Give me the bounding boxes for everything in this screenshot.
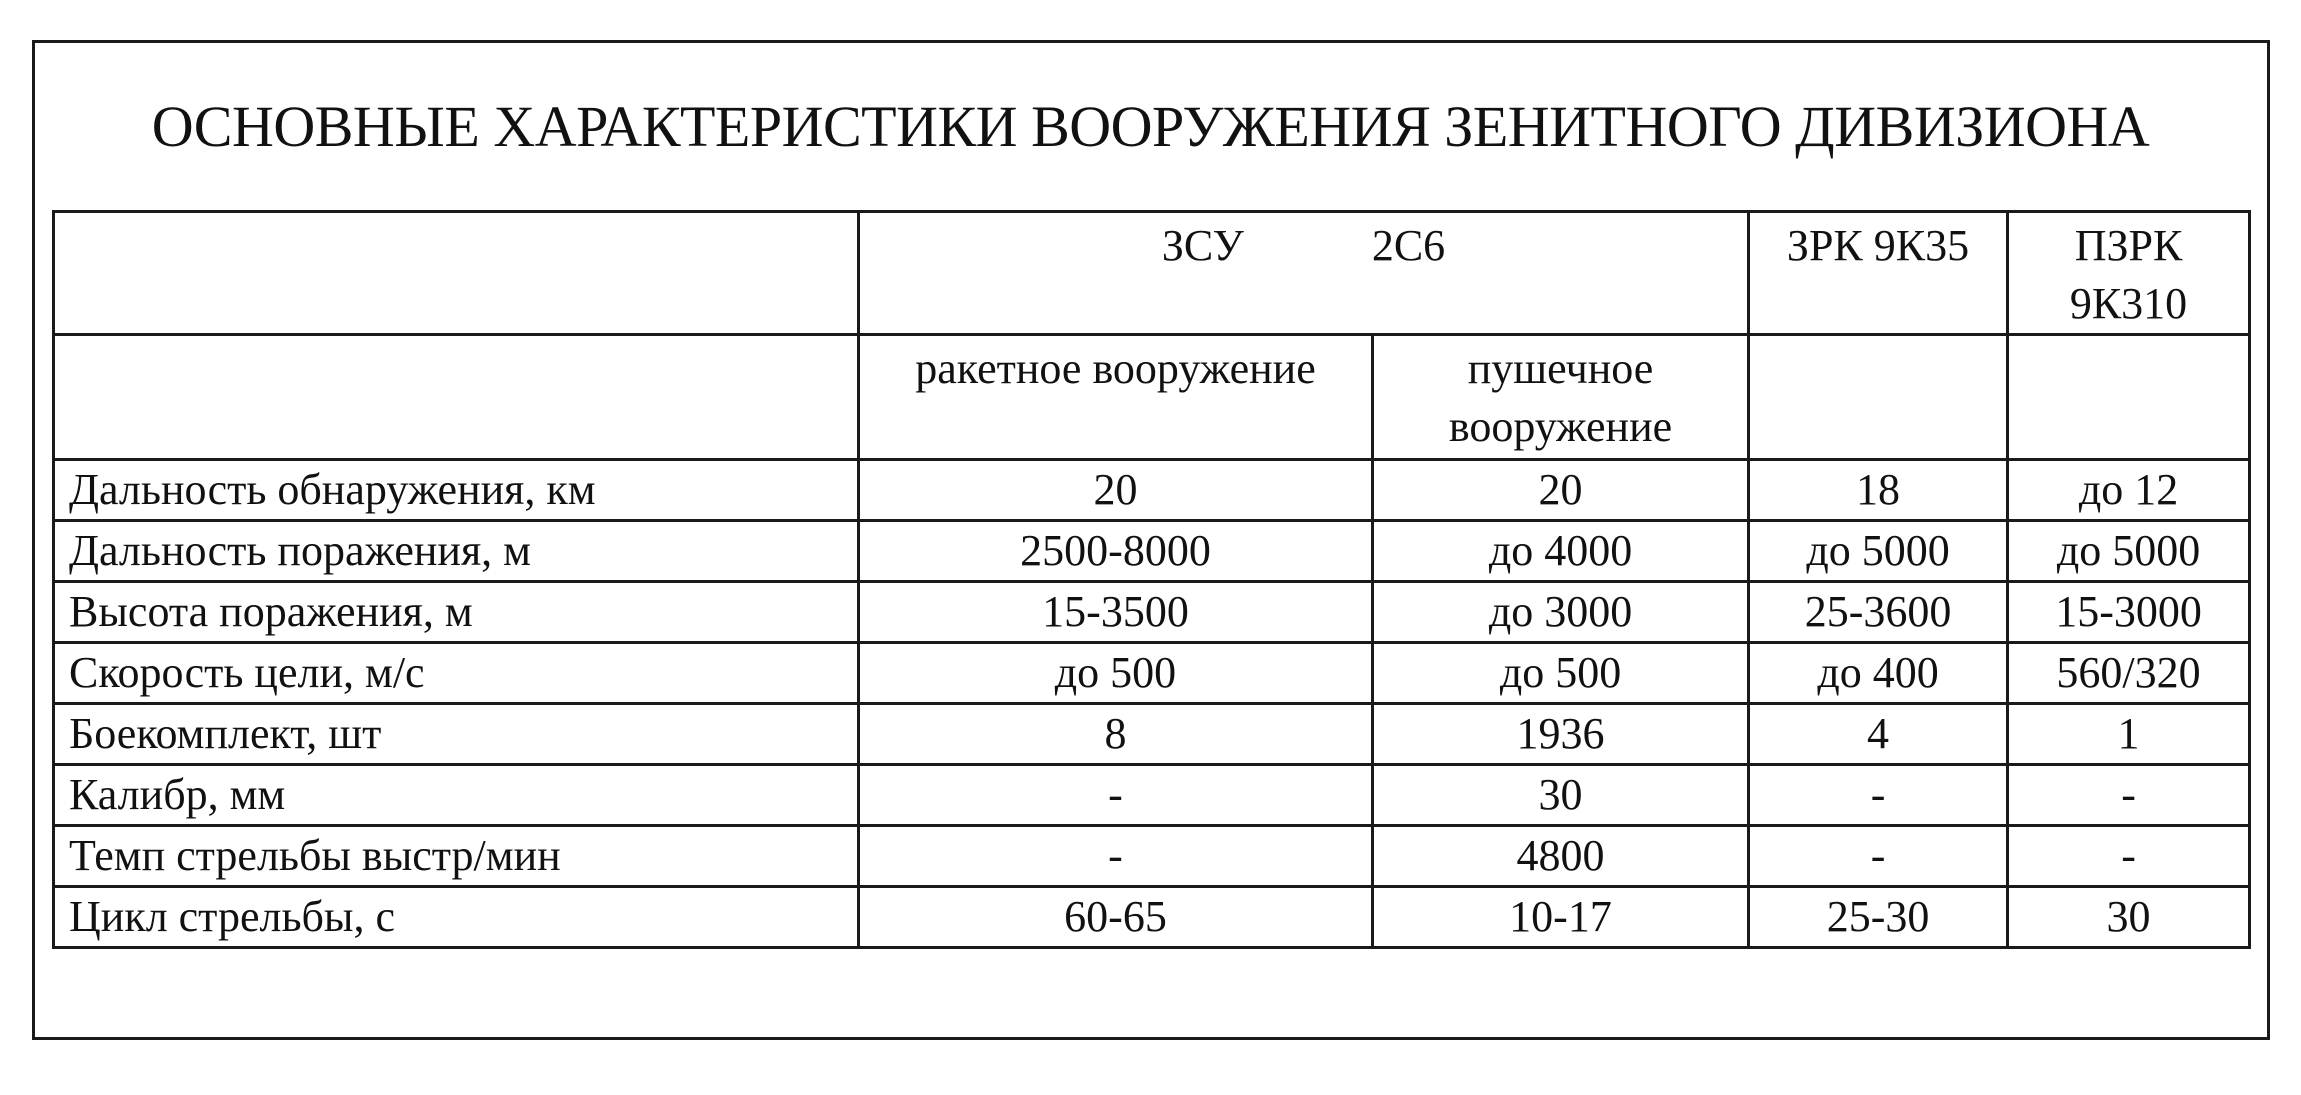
row-missile-value: 20 [859,460,1373,521]
page-title: ОСНОВНЫЕ ХАРАКТЕРИСТИКИ ВООРУЖЕНИЯ ЗЕНИТНОГО ДИВИЗИОНА [151,94,2150,159]
row-pzrk-value: до 12 [2008,460,2250,521]
table-row [54,460,2250,521]
row-param-label: Дальность поражения, м [54,521,859,582]
row-zrk-value: 25-30 [1749,887,2008,948]
header-zrk-label: ЗРК 9К35 [1786,221,1970,270]
table-row [54,582,2250,643]
subheader-pzrk-empty-cell [2008,335,2250,460]
row-param-label: Дальность обнаружения, км [54,460,859,521]
subheader-gun-line2: вооружение [1448,402,1673,451]
header-zsu-cell [859,212,1749,335]
row-zrk-value: 18 [1749,460,2008,521]
row-pzrk-value: до 5000 [2008,521,2250,582]
row-zrk-value: 4 [1749,704,2008,765]
row-param-label: Темп стрельбы выстр/мин [54,826,859,887]
row-zrk-value: 25-3600 [1749,582,2008,643]
row-gun-value: до 4000 [1373,521,1749,582]
row-missile-value: - [859,826,1373,887]
row-zrk-value: до 5000 [1749,521,2008,582]
row-gun-value: 20 [1373,460,1749,521]
table-row [54,887,2250,948]
row-zrk-value: до 400 [1749,643,2008,704]
row-param-label: Скорость цели, м/с [54,643,859,704]
row-missile-value: 60-65 [859,887,1373,948]
header-zsu-model: 2С6 [1371,221,1446,270]
row-zrk-value: - [1749,765,2008,826]
row-missile-value: 2500-8000 [859,521,1373,582]
row-pzrk-value: - [2008,826,2250,887]
row-pzrk-value: 30 [2008,887,2250,948]
row-gun-value: до 3000 [1373,582,1749,643]
table-row [54,643,2250,704]
table-row [54,826,2250,887]
header-empty-cell [54,212,859,335]
row-zrk-value: - [1749,826,2008,887]
subheader-gun-line1: пушечное [1467,344,1654,393]
row-pzrk-value: 560/320 [2008,643,2250,704]
subheader-missile-label: ракетное вооружение [915,344,1316,393]
row-pzrk-value: - [2008,765,2250,826]
row-param-label: Высота поражения, м [54,582,859,643]
row-gun-value: 30 [1373,765,1749,826]
row-missile-value: - [859,765,1373,826]
row-gun-value: 10-17 [1373,887,1749,948]
subheader-row [54,335,2250,460]
subheader-gun-cell [1373,335,1749,460]
row-param-label: Цикл стрельбы, с [54,887,859,948]
subheader-zrk-empty-cell [1749,335,2008,460]
row-param-label: Боекомплект, шт [54,704,859,765]
table-row [54,704,2250,765]
header-zrk-cell [1749,212,2008,335]
subheader-missile-cell [859,335,1373,460]
header-pzrk-line1: ПЗРК [2074,221,2183,270]
specifications-table [52,210,2251,949]
header-zsu-label: ЗСУ [1161,221,1244,270]
header-pzrk-line2: 9К310 [2069,279,2188,328]
table-row [54,521,2250,582]
row-missile-value: 15-3500 [859,582,1373,643]
row-missile-value: до 500 [859,643,1373,704]
row-pzrk-value: 15-3000 [2008,582,2250,643]
row-gun-value: 1936 [1373,704,1749,765]
row-gun-value: 4800 [1373,826,1749,887]
row-param-label: Калибр, мм [54,765,859,826]
row-pzrk-value: 1 [2008,704,2250,765]
header-row [54,212,2250,335]
header-pzrk-cell [2008,212,2250,335]
table-row [54,765,2250,826]
row-missile-value: 8 [859,704,1373,765]
row-gun-value: до 500 [1373,643,1749,704]
subheader-empty-cell [54,335,859,460]
